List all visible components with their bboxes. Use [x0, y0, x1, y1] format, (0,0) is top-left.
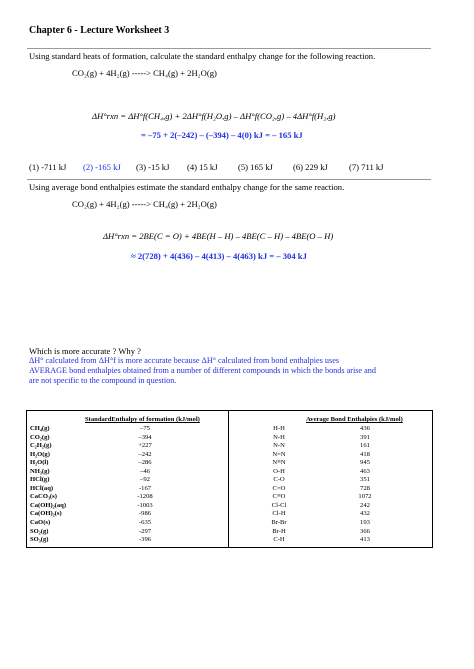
bond-value: 413 — [360, 536, 370, 544]
q2-answer: ≈ 2(728) + 4(436) – 4(413) – 4(463) kJ = – 304 kJ — [131, 251, 307, 261]
compound-name: NH₃(g) — [30, 467, 50, 475]
formation-values — [124, 425, 166, 545]
option-1[interactable]: (1) -711 kJ — [29, 162, 67, 172]
bond-name: N≡N — [272, 459, 286, 467]
q1-formula: ΔH°rxn = ΔH°f(CH₄,g) + 2ΔH°f(H₂O,g) – ΔH°f(CO₂,g) – 4ΔH°f(H₂,g) — [92, 111, 336, 121]
compound-name: CaCO₃(s) — [30, 493, 57, 501]
bond-value: 418 — [360, 450, 370, 458]
bond-name: H-H — [273, 425, 285, 432]
q3-answer-line2: AVERAGE bond enthalpies obtained from a number of different compounds in which the bonds arise and — [29, 366, 376, 375]
bond-value: 366 — [360, 527, 370, 535]
formation-value: –92 — [140, 476, 150, 484]
bond-name: O-H — [273, 467, 285, 475]
formation-value: –46 — [140, 467, 150, 475]
option-7[interactable]: (7) 711 kJ — [349, 162, 384, 172]
bond-name: Cl-Cl — [271, 501, 287, 509]
formation-value: -396 — [138, 536, 152, 544]
compound-name: SO₃(g) — [30, 536, 49, 544]
compound-name: CH₄(g) — [30, 425, 50, 432]
bond-name: N=N — [272, 450, 286, 458]
page-title: Chapter 6 - Lecture Worksheet 3 — [29, 25, 170, 36]
formation-value: -1208 — [137, 493, 153, 501]
compound-name: Ca(OH)₂(aq) — [30, 501, 67, 509]
option-3[interactable]: (3) -15 kJ — [136, 162, 170, 172]
bond-value: 1072 — [358, 493, 372, 501]
bond-value: 436 — [360, 425, 370, 432]
bond-value: 432 — [360, 510, 370, 518]
divider — [27, 48, 431, 49]
bond-value: 161 — [360, 442, 370, 450]
bond-name: C-H — [273, 536, 285, 544]
compound-name: SO₂(g) — [30, 527, 49, 535]
bond-name: C-O — [273, 476, 285, 484]
formation-table-header: StandardEnthalpy of formation (kJ/mol) — [85, 416, 200, 423]
formation-value: -986 — [138, 510, 152, 518]
formation-value: -297 — [138, 527, 152, 535]
compound-name: H₂O(l) — [30, 459, 49, 467]
q1-reaction: CO₂(g) + 4H₂(g) -----> CH₄(g) + 2H₂O(g) — [72, 68, 217, 78]
bond-name: Br-H — [272, 527, 286, 535]
divider — [27, 179, 431, 180]
q2-reaction: CO₂(g) + 4H₂(g) -----> CH₄(g) + 2H₂O(g) — [72, 199, 217, 209]
bond-name: Br-Br — [271, 519, 287, 527]
q2-formula: ΔH°rxn = 2BE(C = O) + 4BE(H – H) – 4BE(C – H) – 4BE(O – H) — [103, 231, 334, 241]
bond-name: C=O — [272, 484, 286, 492]
bond-values — [344, 425, 386, 545]
option-4[interactable]: (4) 15 kJ — [187, 162, 218, 172]
q1-answer: = –75 + 2(–242) – (–394) – 4(0) kJ = – 165 kJ — [141, 130, 303, 140]
compound-name: H₂O(g) — [30, 450, 50, 458]
compound-name: HCl(aq) — [30, 484, 54, 492]
formation-value: -1003 — [137, 501, 153, 509]
option-2[interactable]: (2) -165 kJ — [83, 162, 121, 172]
bond-value: 945 — [360, 459, 370, 467]
compound-name: HCl(g) — [30, 476, 50, 484]
formation-value: –286 — [138, 459, 152, 467]
compound-name: Ca(OH)₂(s) — [30, 510, 62, 518]
bond-value: 391 — [360, 433, 370, 441]
bond-value: 351 — [360, 476, 370, 484]
bond-value: 728 — [360, 484, 370, 492]
bond-name: N-H — [273, 433, 285, 441]
formation-value: –75 — [140, 425, 150, 432]
bond-names — [262, 425, 296, 545]
table-divider — [228, 411, 229, 547]
q3-answer-line3: are not specific to the compound in question. — [29, 376, 177, 385]
compound-name: CO₂(g) — [30, 433, 50, 441]
option-5[interactable]: (5) 165 kJ — [238, 162, 273, 172]
bond-value: 463 — [360, 467, 370, 475]
formation-value: –242 — [138, 450, 152, 458]
bond-value: 242 — [360, 501, 370, 509]
option-6[interactable]: (6) 229 kJ — [293, 162, 328, 172]
compound-name: CaO(s) — [30, 519, 51, 527]
formation-value: +227 — [138, 442, 152, 450]
q3-answer-line1: ΔH° calculated from ΔH°f is more accurate because ΔH° calculated from bond enthalpies uses — [29, 356, 340, 365]
formation-value: –394 — [138, 433, 152, 441]
q2-prompt: Using average bond enthalpies estimate the standard enthalpy change for the same reaction. — [29, 182, 345, 192]
formation-value: -167 — [138, 484, 152, 492]
bond-name: C≡O — [272, 493, 286, 501]
formation-value: -635 — [138, 519, 152, 527]
bond-name: Cl-H — [272, 510, 286, 518]
bond-name: N-N — [273, 442, 285, 450]
q1-prompt: Using standard heats of formation, calculate the standard enthalpy change for the following reaction. — [29, 51, 376, 61]
bond-value: 193 — [360, 519, 370, 527]
compound-name: C₂H₂(g) — [30, 442, 52, 450]
q3-question: Which is more accurate ? Why ? — [29, 346, 141, 356]
bond-table-header: Average Bond Enthalpies (kJ/mol) — [306, 416, 403, 423]
formation-compounds — [30, 425, 66, 545]
